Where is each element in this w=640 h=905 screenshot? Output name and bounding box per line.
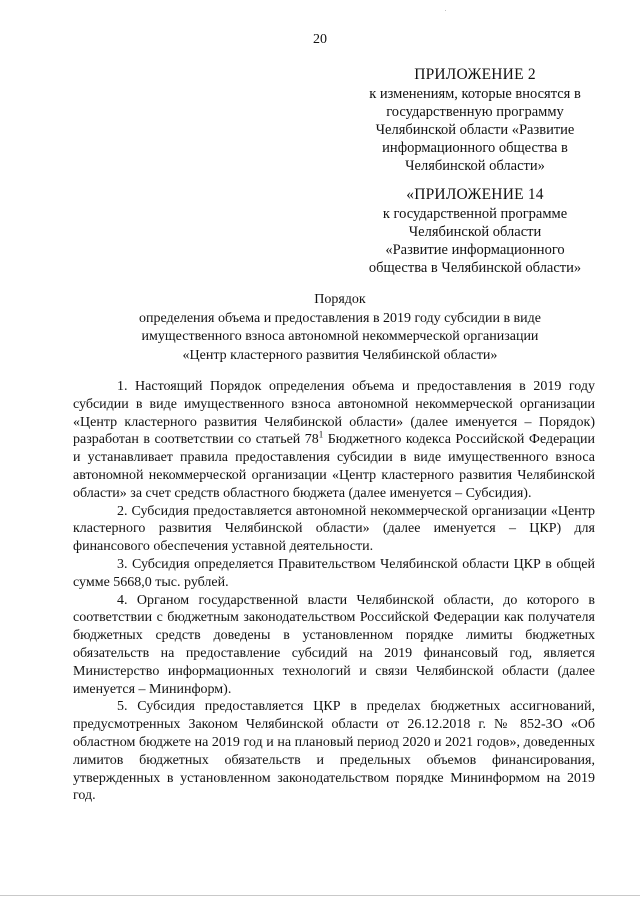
appendix-2-header xyxy=(345,66,605,175)
appendix-14-header xyxy=(345,186,605,277)
appendix-14-line: «Развитие информационного xyxy=(385,242,565,258)
appendix-2-line: Челябинской области «Развитие xyxy=(375,122,575,138)
appendix-2-title: ПРИЛОЖЕНИЕ 2 xyxy=(414,66,536,83)
article-superscript: 1 xyxy=(318,429,324,440)
paragraph-1 xyxy=(73,378,595,503)
appendix-2-line: Челябинской области» xyxy=(405,158,545,174)
heading-line: имущественного взноса автономной некоммерческой организации xyxy=(141,329,539,344)
scan-speck xyxy=(445,10,446,11)
appendix-14-line: общества в Челябинской области» xyxy=(368,260,582,276)
appendix-2-line: информационного общества в xyxy=(382,140,568,156)
heading-title: Порядок xyxy=(314,292,366,307)
paragraph-5: 5. Субсидия предоставляется ЦКР в пределах бюджетных ассигнований, предусмотренных Законом Челябинской области от 26.12.2018 г. № 852-ЗО «Об областном бюджете на 2019 год и на плановый период 2020 и 2021 годов», доведенных лимитов бюджетных обязательств и предельных объемов финансирования, утвержденных в установленном законодательством порядке Мининформом на 2019 год. xyxy=(73,699,595,804)
paragraph-4: 4. Органом государственной власти Челябинской области, до которого в соответствии с бюджетным законодательством Российской Федерации как получателя бюджетных средств доведены в установленном порядке лимиты бюджетных обязательств на предоставление субсидий на 2019 финансовый год, является Министерство информационных технологий и связи Челябинской области (далее именуется – Мининформ). xyxy=(73,592,595,697)
appendix-14-line: Челябинской области xyxy=(408,224,542,240)
heading-line: «Центр кластерного развития Челябинской области» xyxy=(182,347,498,363)
paragraph-1-text-continued: Бюджетного кодекса Российской Федерации и устанавливает правила предоставления субсидии в виде имущественного взноса автономной некоммерческой организации «Центр кластерного развития Челябинской области» за счет средств областного бюджета (далее именуется – Субсидия). xyxy=(73,432,595,501)
page-number: 20 xyxy=(313,32,327,47)
appendix-2-line: к изменениям, которые вносятся в xyxy=(369,86,581,102)
paragraph-3: 3. Субсидия определяется Правительством Челябинской области ЦКР в общей сумме 5668,0 тыс. рублей. xyxy=(73,556,595,590)
paragraph-2: 2. Субсидия предоставляется автономной некоммерческой организации «Центр кластерного развития Челябинской области» (далее именуется – ЦКР) для финансового обеспечения уставной деятельности. xyxy=(73,503,595,555)
document-heading xyxy=(40,291,640,365)
paragraph-1-text: 1. Настоящий Порядок определения объема и предоставления в 2019 году субсидии в виде имущественного взноса автономной некоммерческой организации «Центр кластерного развития Челябинской области» (далее именуется – Порядок) разработан в соответствии со статьей 78 xyxy=(73,379,595,448)
appendix-2-line: государственную программу xyxy=(386,104,564,120)
appendix-14-line: к государственной программе xyxy=(382,206,568,222)
heading-line: определения объема и предоставления в 2019 году субсидии в виде xyxy=(139,310,541,326)
document-body xyxy=(73,378,595,805)
page-bottom-edge xyxy=(0,895,640,896)
appendix-14-title: «ПРИЛОЖЕНИЕ 14 xyxy=(406,186,544,203)
